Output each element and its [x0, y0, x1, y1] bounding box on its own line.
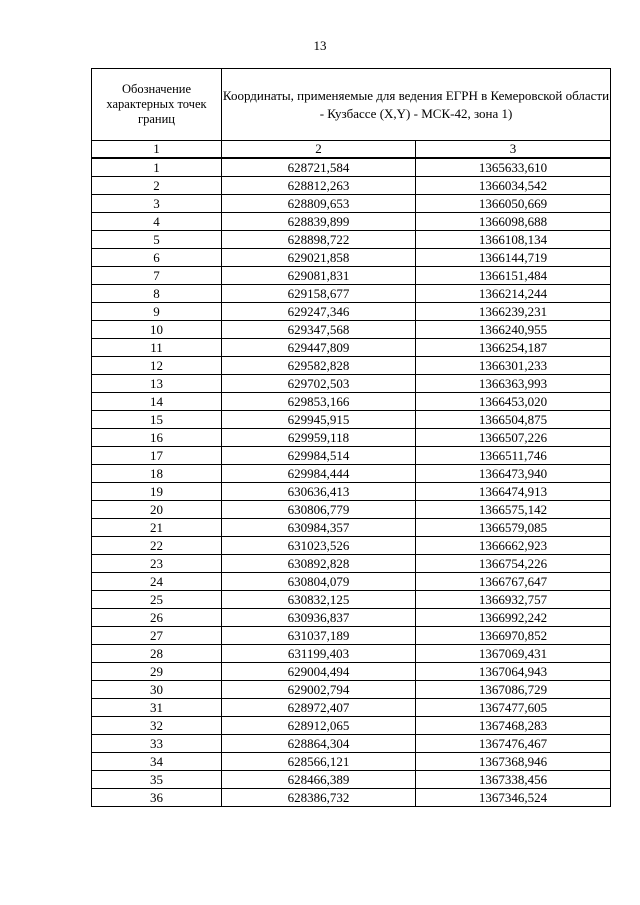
x-coordinate-cell: 629158,677 [222, 285, 416, 303]
y-coordinate-cell: 1367064,943 [416, 663, 611, 681]
table-row [92, 465, 611, 483]
table-row [92, 645, 611, 663]
x-coordinate-cell: 629959,118 [222, 429, 416, 447]
page-number: 13 [313, 38, 327, 53]
y-coordinate-cell: 1366662,923 [416, 537, 611, 555]
y-coordinate-cell: 1366363,993 [416, 375, 611, 393]
point-number-cell: 17 [92, 447, 222, 465]
x-coordinate-cell: 629081,831 [222, 267, 416, 285]
table-row [92, 285, 611, 303]
y-coordinate-cell: 1367338,456 [416, 771, 611, 789]
table-body [92, 158, 611, 807]
x-coordinate-cell: 629984,514 [222, 447, 416, 465]
header-point-designation: Обозначение характерных точек границ [92, 69, 222, 141]
y-coordinate-cell: 1367069,431 [416, 645, 611, 663]
point-number-cell: 23 [92, 555, 222, 573]
x-coordinate-cell: 629853,166 [222, 393, 416, 411]
x-coordinate-cell: 628864,304 [222, 735, 416, 753]
x-coordinate-cell: 629582,828 [222, 357, 416, 375]
table-row [92, 393, 611, 411]
point-number-cell: 10 [92, 321, 222, 339]
table-row [92, 555, 611, 573]
y-coordinate-cell: 1366970,852 [416, 627, 611, 645]
table-row [92, 321, 611, 339]
point-number-cell: 15 [92, 411, 222, 429]
y-coordinate-cell: 1366767,647 [416, 573, 611, 591]
x-coordinate-cell: 631199,403 [222, 645, 416, 663]
y-coordinate-cell: 1366034,542 [416, 177, 611, 195]
point-number-cell: 22 [92, 537, 222, 555]
y-coordinate-cell: 1366511,746 [416, 447, 611, 465]
y-coordinate-cell: 1366453,020 [416, 393, 611, 411]
point-number-cell: 33 [92, 735, 222, 753]
point-number-cell: 31 [92, 699, 222, 717]
y-coordinate-cell: 1366239,231 [416, 303, 611, 321]
x-coordinate-cell: 631023,526 [222, 537, 416, 555]
point-number-cell: 2 [92, 177, 222, 195]
x-coordinate-cell: 629447,809 [222, 339, 416, 357]
point-number-cell: 14 [92, 393, 222, 411]
x-coordinate-cell: 630892,828 [222, 555, 416, 573]
point-number-cell: 3 [92, 195, 222, 213]
y-coordinate-cell: 1367476,467 [416, 735, 611, 753]
point-number-cell: 8 [92, 285, 222, 303]
x-coordinate-cell: 630636,413 [222, 483, 416, 501]
y-coordinate-cell: 1366050,669 [416, 195, 611, 213]
x-coordinate-cell: 629347,568 [222, 321, 416, 339]
y-coordinate-cell: 1366504,875 [416, 411, 611, 429]
table-row [92, 519, 611, 537]
x-coordinate-cell: 628721,584 [222, 158, 416, 177]
table-row [92, 771, 611, 789]
point-number-cell: 5 [92, 231, 222, 249]
table-row [92, 195, 611, 213]
point-number-cell: 26 [92, 609, 222, 627]
y-coordinate-cell: 1366108,134 [416, 231, 611, 249]
point-number-cell: 9 [92, 303, 222, 321]
x-coordinate-cell: 629702,503 [222, 375, 416, 393]
point-number-cell: 18 [92, 465, 222, 483]
point-number-cell: 35 [92, 771, 222, 789]
point-number-cell: 13 [92, 375, 222, 393]
table-row [92, 267, 611, 285]
table-row [92, 213, 611, 231]
y-coordinate-cell: 1367368,946 [416, 753, 611, 771]
x-coordinate-cell: 628812,263 [222, 177, 416, 195]
header-coordinates: Координаты, применяемые для ведения ЕГРН в Кемеровской области - Кузбассе (X,Y) - МСК-42, зона 1) [222, 69, 611, 141]
table-row [92, 717, 611, 735]
point-number-cell: 7 [92, 267, 222, 285]
column-number: 2 [222, 141, 416, 159]
x-coordinate-cell: 630804,079 [222, 573, 416, 591]
point-number-cell: 32 [92, 717, 222, 735]
y-coordinate-cell: 1367086,729 [416, 681, 611, 699]
point-number-cell: 16 [92, 429, 222, 447]
column-number: 3 [416, 141, 611, 159]
x-coordinate-cell: 628839,899 [222, 213, 416, 231]
table-row [92, 681, 611, 699]
x-coordinate-cell: 629021,858 [222, 249, 416, 267]
x-coordinate-cell: 630806,779 [222, 501, 416, 519]
column-number: 1 [92, 141, 222, 159]
y-coordinate-cell: 1366098,688 [416, 213, 611, 231]
x-coordinate-cell: 630832,125 [222, 591, 416, 609]
y-coordinate-cell: 1366254,187 [416, 339, 611, 357]
y-coordinate-cell: 1366151,484 [416, 267, 611, 285]
y-coordinate-cell: 1366575,142 [416, 501, 611, 519]
point-number-cell: 30 [92, 681, 222, 699]
y-coordinate-cell: 1367468,283 [416, 717, 611, 735]
y-coordinate-cell: 1366473,940 [416, 465, 611, 483]
point-number-cell: 24 [92, 573, 222, 591]
table-row [92, 357, 611, 375]
x-coordinate-cell: 631037,189 [222, 627, 416, 645]
point-number-cell: 1 [92, 158, 222, 177]
y-coordinate-cell: 1366144,719 [416, 249, 611, 267]
y-coordinate-cell: 1366754,226 [416, 555, 611, 573]
coordinates-table [91, 68, 611, 807]
table-row [92, 429, 611, 447]
y-coordinate-cell: 1366579,085 [416, 519, 611, 537]
point-number-cell: 27 [92, 627, 222, 645]
table-row [92, 663, 611, 681]
table-row [92, 177, 611, 195]
table-row [92, 501, 611, 519]
table-row [92, 591, 611, 609]
point-number-cell: 6 [92, 249, 222, 267]
column-number-row [92, 141, 611, 159]
point-number-cell: 21 [92, 519, 222, 537]
x-coordinate-cell: 628912,065 [222, 717, 416, 735]
table-row [92, 249, 611, 267]
table-row [92, 753, 611, 771]
table-row [92, 483, 611, 501]
x-coordinate-cell: 628386,732 [222, 789, 416, 807]
point-number-cell: 11 [92, 339, 222, 357]
x-coordinate-cell: 628809,653 [222, 195, 416, 213]
table-row [92, 375, 611, 393]
x-coordinate-cell: 628566,121 [222, 753, 416, 771]
x-coordinate-cell: 628898,722 [222, 231, 416, 249]
table-row [92, 339, 611, 357]
y-coordinate-cell: 1367346,524 [416, 789, 611, 807]
table-row [92, 609, 611, 627]
x-coordinate-cell: 629247,346 [222, 303, 416, 321]
x-coordinate-cell: 630984,357 [222, 519, 416, 537]
x-coordinate-cell: 628466,389 [222, 771, 416, 789]
table-row [92, 537, 611, 555]
x-coordinate-cell: 629004,494 [222, 663, 416, 681]
point-number-cell: 19 [92, 483, 222, 501]
table-row [92, 627, 611, 645]
x-coordinate-cell: 629945,915 [222, 411, 416, 429]
y-coordinate-cell: 1366301,233 [416, 357, 611, 375]
y-coordinate-cell: 1366240,955 [416, 321, 611, 339]
point-number-cell: 4 [92, 213, 222, 231]
y-coordinate-cell: 1366992,242 [416, 609, 611, 627]
point-number-cell: 36 [92, 789, 222, 807]
y-coordinate-cell: 1366214,244 [416, 285, 611, 303]
table-row [92, 303, 611, 321]
point-number-cell: 12 [92, 357, 222, 375]
x-coordinate-cell: 628972,407 [222, 699, 416, 717]
point-number-cell: 29 [92, 663, 222, 681]
y-coordinate-cell: 1366932,757 [416, 591, 611, 609]
table-row [92, 158, 611, 177]
table-header-row [92, 69, 611, 141]
y-coordinate-cell: 1365633,610 [416, 158, 611, 177]
y-coordinate-cell: 1366507,226 [416, 429, 611, 447]
y-coordinate-cell: 1367477,605 [416, 699, 611, 717]
table-row [92, 573, 611, 591]
point-number-cell: 25 [92, 591, 222, 609]
point-number-cell: 20 [92, 501, 222, 519]
x-coordinate-cell: 630936,837 [222, 609, 416, 627]
table-row [92, 231, 611, 249]
table-row [92, 447, 611, 465]
y-coordinate-cell: 1366474,913 [416, 483, 611, 501]
point-number-cell: 28 [92, 645, 222, 663]
table-row [92, 411, 611, 429]
table-row [92, 735, 611, 753]
x-coordinate-cell: 629002,794 [222, 681, 416, 699]
table-row [92, 699, 611, 717]
table-row [92, 789, 611, 807]
point-number-cell: 34 [92, 753, 222, 771]
x-coordinate-cell: 629984,444 [222, 465, 416, 483]
